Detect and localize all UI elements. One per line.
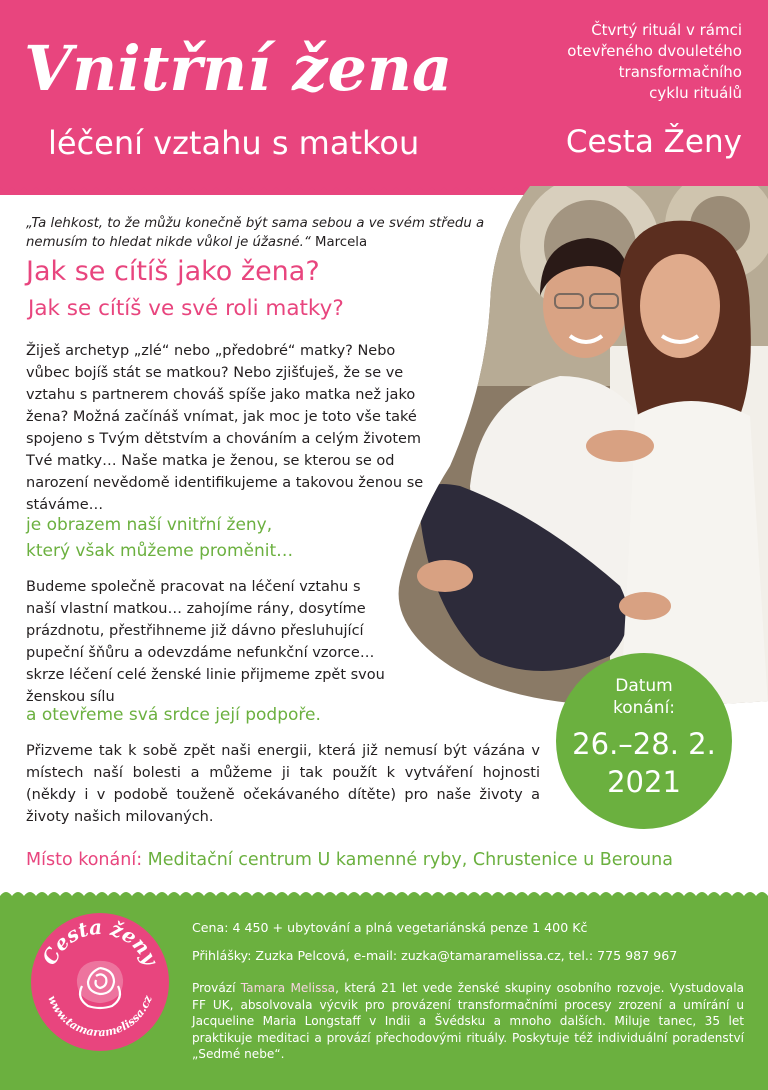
quote-text: „Ta lehkost, to že můžu konečně být sama sebou a ve svém středu a nemusím to hledat nikde vůkol je úžasné.“ xyxy=(26,216,485,250)
body-paragraph-2: Budeme společně pracovat na léčení vztahu s naší vlastní matkou… zahojíme rány, dosytíme prázdnotu, přestřihneme již dávno přesluhující pupeční šňůru a odevzdáme nefunkční vzorce… skrze léčení celé ženské linie přijmeme zpět svou ženskou sílu xyxy=(26,579,385,705)
highlight-inner-woman xyxy=(26,512,293,564)
photo-two-women xyxy=(390,186,768,706)
poster-title: Vnitřní žena xyxy=(24,32,453,105)
bio-prefix: Provází xyxy=(192,981,236,995)
ritual-line: cyklu rituálů xyxy=(649,84,742,102)
date-badge xyxy=(556,653,732,829)
bio-text: , která 21 let vede ženské skupiny osobního rozvoje. Vystudovala FF UK, absolvovala výcvik pro provázení transformačními procesy zrození a umírání u Jacqueline Maria Longstaff v Indii a Švédsku a mnoho dalších. Miluje tanec, 35 let praktikuje meditaci a provází přechodovými rituály. Poskytuje též individuální poradenství „Sedmé nebe“. xyxy=(192,981,744,1062)
guide-name: Tamara Melissa xyxy=(240,981,336,995)
cesta-zeny-logo xyxy=(30,912,170,1052)
date-label-line: konání: xyxy=(612,698,676,718)
question-woman: Jak se cítíš jako žena? xyxy=(26,256,320,287)
question-mother: Jak se cítíš ve své roli matky? xyxy=(28,296,344,321)
highlight-line: je obrazem naší vnitřní ženy, xyxy=(26,515,273,535)
ritual-line: transformačního xyxy=(618,63,742,81)
signup-contact: Přihlášky: Zuzka Pelcová, e-mail: zuzka@tamaramelissa.cz, tel.: 775 987 967 xyxy=(192,948,678,963)
ritual-description xyxy=(502,20,742,104)
date-label xyxy=(556,675,732,719)
venue-label: Místo konání: xyxy=(26,850,143,870)
series-name: Cesta Ženy xyxy=(565,124,742,160)
ritual-line: Čtvrtý rituál v rámci xyxy=(591,21,742,39)
poster-subtitle: léčení vztahu s matkou xyxy=(48,124,420,162)
footer-scallop-edge xyxy=(0,886,768,900)
date-label-line: Datum xyxy=(615,676,673,696)
testimonial-quote xyxy=(26,214,496,252)
quote-author: Marcela xyxy=(314,235,368,250)
venue-value: Meditační centrum U kamenné ryby, Chrustenice u Berouna xyxy=(147,850,673,870)
date-year: 2021 xyxy=(607,765,681,799)
venue-line xyxy=(26,850,673,870)
logo-title: Cesta ženy xyxy=(37,914,163,969)
logo-url: www.tamaramelissa.cz xyxy=(45,993,155,1040)
body-paragraph-1: Žiješ archetyp „zlé“ nebo „předobré“ matky? Nebo vůbec bojíš stát se matkou? Nebo zjišťuješ, že se ve vztahu s partnerem chováš spíše jako matka než jako žena? Možná začínáš vnímat, jak moc je toto vše také spojeno s Tvým dětstvím a chováním a celým životem Tvé matky… Naše matka je ženou, se kterou se od narození nevědomě identifikujeme a takovou ženou se stáváme… xyxy=(26,343,424,513)
guide-bio xyxy=(192,980,744,1063)
date-range: 26.–28. 2. xyxy=(572,727,716,761)
body-paragraph-3: Přizveme tak k sobě zpět naši energii, která již nemusí být vázána v místech naší bolesti a můžeme ji tak použít k vytváření hojnosti (někdy i v podobě touženě očekávaného dítěte) pro naše životy a životy našich milovaných. xyxy=(26,743,540,825)
price-info: Cena: 4 450 + ubytování a plná vegetariánská penze 1 400 Kč xyxy=(192,920,588,935)
highlight-open-hearts: a otevřeme svá srdce její podpoře. xyxy=(26,705,321,725)
ritual-line: otevřeného dvouletého xyxy=(567,42,742,60)
highlight-line: který však můžeme proměnit… xyxy=(26,541,294,561)
